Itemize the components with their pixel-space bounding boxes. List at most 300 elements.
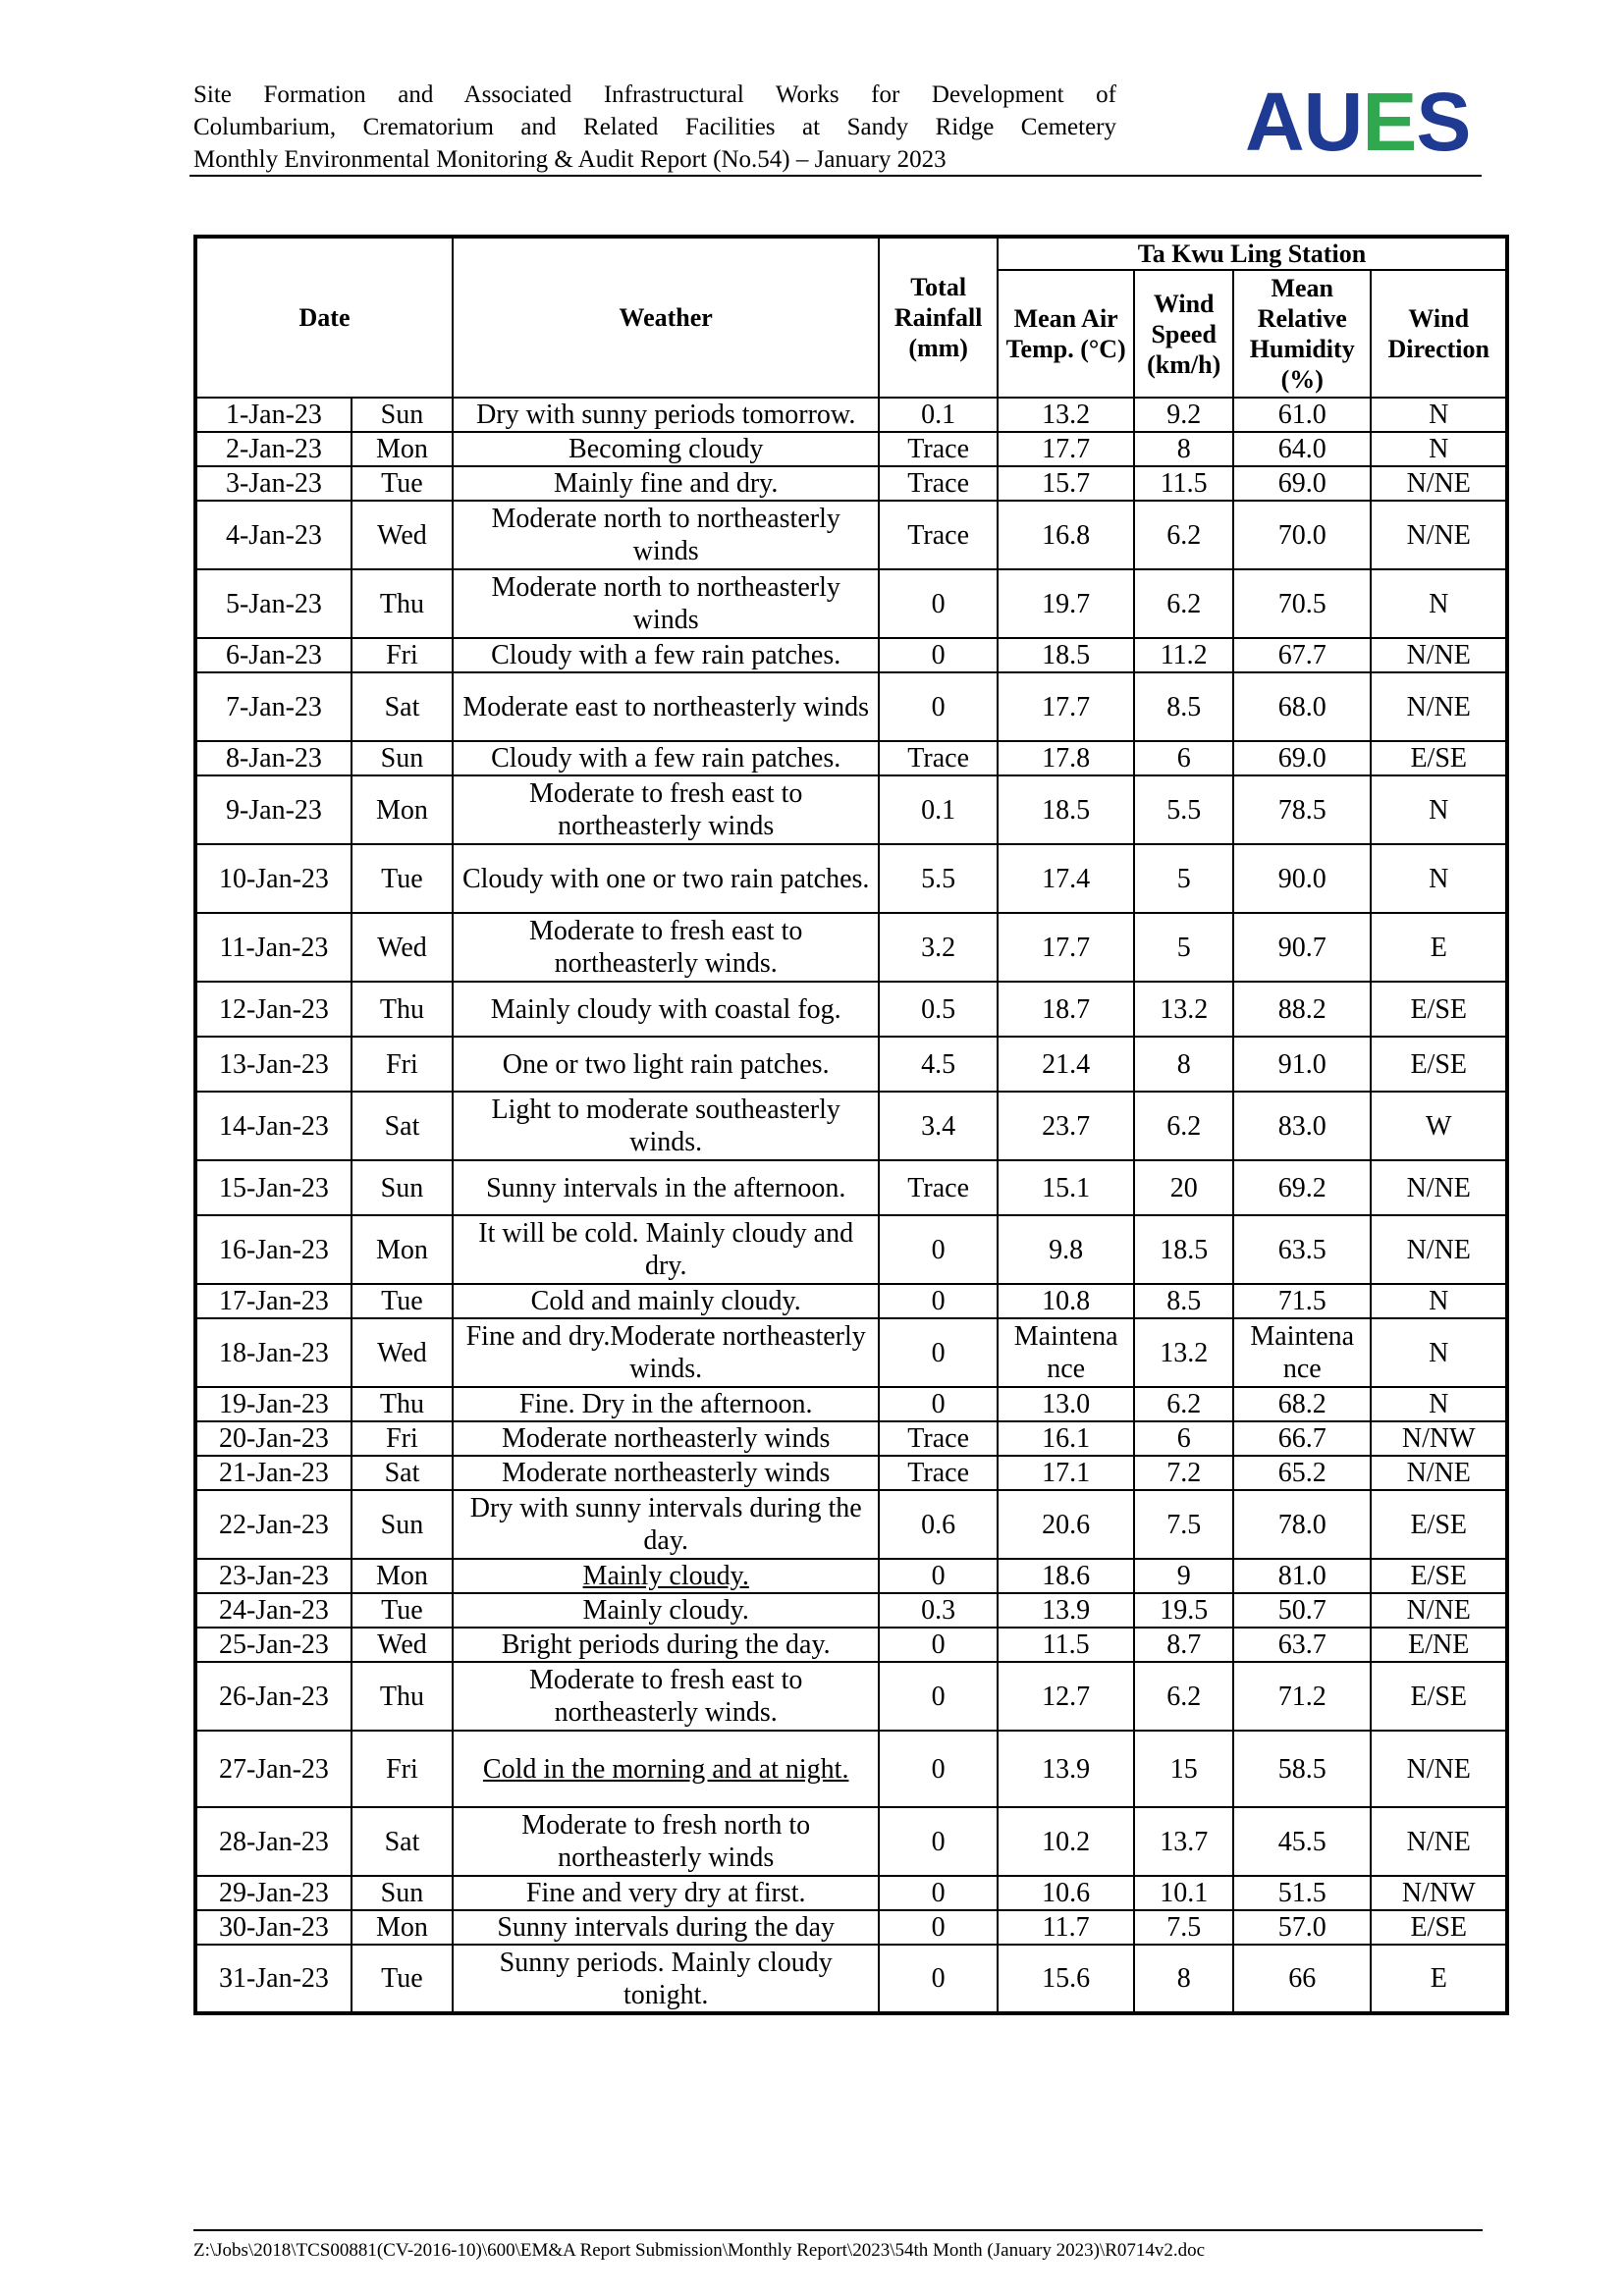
cell-day: Wed [352, 1628, 453, 1662]
cell-hum: 64.0 [1233, 432, 1371, 466]
cell-dir: N/NE [1371, 638, 1507, 672]
cell-dir: N [1371, 1318, 1507, 1387]
cell-rain: 0 [879, 1662, 998, 1731]
table-row [195, 1387, 1507, 1421]
cell-day: Fri [352, 1037, 453, 1092]
cell-hum: 90.7 [1233, 913, 1371, 982]
table-row [195, 1559, 1507, 1593]
cell-speed: 6 [1134, 741, 1233, 775]
cell-date: 14-Jan-23 [195, 1092, 352, 1160]
cell-weather [453, 1731, 879, 1807]
cell-day: Sun [352, 1876, 453, 1910]
cell-day: Mon [352, 775, 453, 844]
cell-temp: 11.5 [998, 1628, 1134, 1662]
cell-day: Sat [352, 672, 453, 741]
cell-date: 20-Jan-23 [195, 1421, 352, 1456]
cell-temp: 13.0 [998, 1387, 1134, 1421]
cell-temp: 17.7 [998, 432, 1134, 466]
cell-date: 6-Jan-23 [195, 638, 352, 672]
cell-rain: Trace [879, 1160, 998, 1215]
table-row [195, 1456, 1507, 1490]
cell-weather: Bright periods during the day. [453, 1628, 879, 1662]
table-row [195, 1160, 1507, 1215]
cell-rain: 3.4 [879, 1092, 998, 1160]
footer-file-path: Z:\Jobs\2018\TCS00881(CV-2016-10)\600\EM&A Report Submission\Monthly Report\2023\54th Month (January 2023)\R0714v2.doc [193, 2240, 1206, 2261]
cell-hum: 67.7 [1233, 638, 1371, 672]
cell-speed: 13.2 [1134, 1318, 1233, 1387]
logo-letter-a: A [1245, 76, 1304, 168]
cell-weather: Cloudy with a few rain patches. [453, 741, 879, 775]
cell-speed: 6.2 [1134, 569, 1233, 638]
cell-weather: Moderate northeasterly winds [453, 1456, 879, 1490]
cell-hum: 58.5 [1233, 1731, 1371, 1807]
cell-date: 29-Jan-23 [195, 1876, 352, 1910]
cell-speed: 8.7 [1134, 1628, 1233, 1662]
table-row [195, 1318, 1507, 1387]
logo-letter-u: U [1303, 76, 1363, 168]
cell-hum: 70.0 [1233, 501, 1371, 569]
cell-hum: 63.7 [1233, 1628, 1371, 1662]
cell-date: 8-Jan-23 [195, 741, 352, 775]
cell-day: Tue [352, 844, 453, 913]
cell-dir: N [1371, 775, 1507, 844]
cell-weather: Fine and dry.Moderate northeasterly winds. [453, 1318, 879, 1387]
cell-date: 9-Jan-23 [195, 775, 352, 844]
cell-rain: 5.5 [879, 844, 998, 913]
cell-day: Fri [352, 1731, 453, 1807]
cell-rain: 0 [879, 1215, 998, 1284]
cell-hum: 70.5 [1233, 569, 1371, 638]
table-row [195, 1284, 1507, 1318]
cell-temp: 18.5 [998, 638, 1134, 672]
cell-date: 21-Jan-23 [195, 1456, 352, 1490]
cell-day: Tue [352, 1945, 453, 2013]
cell-weather: Moderate to fresh east to northeasterly winds. [453, 1662, 879, 1731]
table-row [195, 1215, 1507, 1284]
cell-temp: 17.8 [998, 741, 1134, 775]
cell-temp: 12.7 [998, 1662, 1134, 1731]
cell-day: Fri [352, 1421, 453, 1456]
cell-temp: 10.6 [998, 1876, 1134, 1910]
cell-dir: E/SE [1371, 1037, 1507, 1092]
header-weather: Weather [453, 237, 879, 398]
cell-temp: 18.5 [998, 775, 1134, 844]
cell-date: 31-Jan-23 [195, 1945, 352, 2013]
cell-temp: 20.6 [998, 1490, 1134, 1559]
cell-hum: 78.0 [1233, 1490, 1371, 1559]
cell-weather: Fine. Dry in the afternoon. [453, 1387, 879, 1421]
cell-weather: Cloudy with one or two rain patches. [453, 844, 879, 913]
table-row [195, 1593, 1507, 1628]
cell-weather: Sunny periods. Mainly cloudy tonight. [453, 1945, 879, 2013]
cell-day: Mon [352, 1559, 453, 1593]
cell-hum: 66.7 [1233, 1421, 1371, 1456]
cell-hum: 91.0 [1233, 1037, 1371, 1092]
cell-temp: 17.7 [998, 913, 1134, 982]
header-line-1: Site Formation and Associated Infrastructural Works for Development of [193, 81, 1116, 108]
cell-rain: 0 [879, 1387, 998, 1421]
cell-speed: 11.5 [1134, 466, 1233, 501]
table-body [195, 398, 1507, 2013]
cell-day: Sat [352, 1456, 453, 1490]
cell-rain: Trace [879, 501, 998, 569]
cell-speed: 5.5 [1134, 775, 1233, 844]
table-row [195, 1037, 1507, 1092]
table-row [195, 501, 1507, 569]
cell-dir: E [1371, 913, 1507, 982]
header-speed: Wind Speed (km/h) [1134, 270, 1233, 398]
cell-hum: 69.0 [1233, 466, 1371, 501]
cell-rain: Trace [879, 741, 998, 775]
cell-dir: N [1371, 432, 1507, 466]
cell-date: 12-Jan-23 [195, 982, 352, 1037]
cell-date: 10-Jan-23 [195, 844, 352, 913]
cell-weather [453, 1559, 879, 1593]
cell-temp: 15.1 [998, 1160, 1134, 1215]
cell-weather: Becoming cloudy [453, 432, 879, 466]
cell-rain: 0 [879, 672, 998, 741]
cell-day: Mon [352, 1910, 453, 1945]
cell-hum: 71.5 [1233, 1284, 1371, 1318]
cell-weather: Sunny intervals during the day [453, 1910, 879, 1945]
cell-temp: 13.9 [998, 1731, 1134, 1807]
cell-weather: Mainly cloudy with coastal fog. [453, 982, 879, 1037]
cell-date: 25-Jan-23 [195, 1628, 352, 1662]
cell-date: 18-Jan-23 [195, 1318, 352, 1387]
weather-table [193, 235, 1509, 2015]
header-humidity: Mean Relative Humidity (%) [1233, 270, 1371, 398]
cell-speed: 13.7 [1134, 1807, 1233, 1876]
cell-date: 15-Jan-23 [195, 1160, 352, 1215]
cell-temp: 19.7 [998, 569, 1134, 638]
header-date: Date [195, 237, 453, 398]
table-row [195, 466, 1507, 501]
table-row [195, 1910, 1507, 1945]
cell-dir: N/NE [1371, 1456, 1507, 1490]
logo-letter-s: S [1416, 76, 1471, 168]
cell-rain: 0 [879, 1910, 998, 1945]
cell-dir: N/NE [1371, 672, 1507, 741]
cell-day: Thu [352, 1387, 453, 1421]
table-row [195, 844, 1507, 913]
cell-day: Thu [352, 1662, 453, 1731]
cell-temp: 13.2 [998, 398, 1134, 432]
cell-rain: 0 [879, 1876, 998, 1910]
cell-hum: 57.0 [1233, 1910, 1371, 1945]
cell-dir: E/SE [1371, 1662, 1507, 1731]
cell-speed: 7.5 [1134, 1490, 1233, 1559]
cell-dir: N/NE [1371, 466, 1507, 501]
table-row [195, 741, 1507, 775]
cell-rain: 4.5 [879, 1037, 998, 1092]
cell-date: 23-Jan-23 [195, 1559, 352, 1593]
cell-speed: 8.5 [1134, 1284, 1233, 1318]
header-divider [189, 175, 1482, 177]
cell-temp: 18.6 [998, 1559, 1134, 1593]
cell-day: Sat [352, 1092, 453, 1160]
cell-hum: 88.2 [1233, 982, 1371, 1037]
table-row [195, 775, 1507, 844]
cell-rain: 0.5 [879, 982, 998, 1037]
cell-day: Wed [352, 1318, 453, 1387]
cell-hum: 69.2 [1233, 1160, 1371, 1215]
cell-speed: 9.2 [1134, 398, 1233, 432]
cell-date: 22-Jan-23 [195, 1490, 352, 1559]
cell-weather-text: Mainly cloudy. [582, 1561, 749, 1591]
cell-day: Mon [352, 1215, 453, 1284]
cell-day: Wed [352, 913, 453, 982]
cell-temp: 23.7 [998, 1092, 1134, 1160]
cell-date: 7-Jan-23 [195, 672, 352, 741]
footer-divider [193, 2229, 1483, 2231]
table-row [195, 638, 1507, 672]
cell-speed: 6.2 [1134, 1662, 1233, 1731]
cell-temp: 17.4 [998, 844, 1134, 913]
cell-rain: 0 [879, 1731, 998, 1807]
table-row [195, 398, 1507, 432]
cell-weather: Moderate to fresh east to northeasterly winds [453, 775, 879, 844]
cell-hum: 61.0 [1233, 398, 1371, 432]
cell-speed: 8 [1134, 1945, 1233, 2013]
cell-rain: 0.1 [879, 775, 998, 844]
cell-date: 17-Jan-23 [195, 1284, 352, 1318]
header-direction: Wind Direction [1371, 270, 1507, 398]
cell-dir: N/NE [1371, 1160, 1507, 1215]
cell-speed: 5 [1134, 844, 1233, 913]
cell-speed: 6.2 [1134, 501, 1233, 569]
cell-rain: 3.2 [879, 913, 998, 982]
cell-dir: N [1371, 1284, 1507, 1318]
cell-speed: 19.5 [1134, 1593, 1233, 1628]
cell-date: 3-Jan-23 [195, 466, 352, 501]
cell-hum: 50.7 [1233, 1593, 1371, 1628]
table-row [195, 982, 1507, 1037]
cell-weather: Moderate north to northeasterly winds [453, 569, 879, 638]
cell-weather: Dry with sunny intervals during the day. [453, 1490, 879, 1559]
cell-weather: Moderate east to northeasterly winds [453, 672, 879, 741]
cell-dir: N/NE [1371, 1593, 1507, 1628]
cell-hum: 90.0 [1233, 844, 1371, 913]
cell-dir: N/NW [1371, 1421, 1507, 1456]
cell-day: Fri [352, 638, 453, 672]
cell-weather: Mainly fine and dry. [453, 466, 879, 501]
header-rainfall: Total Rainfall (mm) [879, 237, 998, 398]
table-row [195, 1876, 1507, 1910]
cell-dir: E/SE [1371, 982, 1507, 1037]
cell-speed: 13.2 [1134, 982, 1233, 1037]
cell-dir: E/SE [1371, 1490, 1507, 1559]
cell-speed: 8.5 [1134, 672, 1233, 741]
table-row [195, 1490, 1507, 1559]
table-row [195, 1731, 1507, 1807]
cell-date: 1-Jan-23 [195, 398, 352, 432]
cell-speed: 7.5 [1134, 1910, 1233, 1945]
header-station: Ta Kwu Ling Station [998, 237, 1507, 270]
cell-dir: E/SE [1371, 741, 1507, 775]
cell-speed: 11.2 [1134, 638, 1233, 672]
table-row [195, 432, 1507, 466]
cell-temp: 16.8 [998, 501, 1134, 569]
cell-date: 19-Jan-23 [195, 1387, 352, 1421]
cell-dir: N/NE [1371, 1807, 1507, 1876]
table-row [195, 1662, 1507, 1731]
cell-day: Sun [352, 1490, 453, 1559]
cell-day: Tue [352, 1593, 453, 1628]
cell-date: 24-Jan-23 [195, 1593, 352, 1628]
cell-speed: 8 [1134, 432, 1233, 466]
cell-date: 30-Jan-23 [195, 1910, 352, 1945]
cell-dir: N [1371, 844, 1507, 913]
report-header [193, 79, 1116, 176]
aues-logo [1245, 76, 1471, 168]
cell-hum: 45.5 [1233, 1807, 1371, 1876]
cell-hum: 78.5 [1233, 775, 1371, 844]
header-temp: Mean Air Temp. (°C) [998, 270, 1134, 398]
cell-hum: 83.0 [1233, 1092, 1371, 1160]
table-row [195, 672, 1507, 741]
cell-hum: 66 [1233, 1945, 1371, 2013]
cell-hum: 51.5 [1233, 1876, 1371, 1910]
cell-rain: 0.3 [879, 1593, 998, 1628]
cell-day: Sun [352, 741, 453, 775]
cell-speed: 5 [1134, 913, 1233, 982]
cell-speed: 15 [1134, 1731, 1233, 1807]
cell-rain: 0 [879, 569, 998, 638]
cell-day: Tue [352, 466, 453, 501]
cell-rain: 0.1 [879, 398, 998, 432]
cell-day: Tue [352, 1284, 453, 1318]
cell-dir: N [1371, 1387, 1507, 1421]
cell-speed: 20 [1134, 1160, 1233, 1215]
cell-rain: 0 [879, 1559, 998, 1593]
cell-temp: 11.7 [998, 1910, 1134, 1945]
table-row [195, 1628, 1507, 1662]
cell-hum: 71.2 [1233, 1662, 1371, 1731]
cell-hum: 63.5 [1233, 1215, 1371, 1284]
cell-weather: Sunny intervals in the afternoon. [453, 1160, 879, 1215]
cell-day: Wed [352, 501, 453, 569]
cell-date: 4-Jan-23 [195, 501, 352, 569]
header-line-3: Monthly Environmental Monitoring & Audit Report (No.54) – January 2023 [193, 146, 947, 173]
cell-weather: Moderate to fresh north to northeasterly winds [453, 1807, 879, 1876]
cell-date: 26-Jan-23 [195, 1662, 352, 1731]
cell-rain: Trace [879, 1456, 998, 1490]
cell-day: Mon [352, 432, 453, 466]
cell-dir: N/NE [1371, 501, 1507, 569]
cell-weather: Light to moderate southeasterly winds. [453, 1092, 879, 1160]
cell-date: 27-Jan-23 [195, 1731, 352, 1807]
cell-speed: 18.5 [1134, 1215, 1233, 1284]
cell-rain: 0 [879, 1318, 998, 1387]
cell-weather: Moderate to fresh east to northeasterly winds. [453, 913, 879, 982]
logo-letter-e: E [1362, 76, 1417, 168]
cell-rain: 0 [879, 1284, 998, 1318]
cell-speed: 6.2 [1134, 1092, 1233, 1160]
cell-dir: W [1371, 1092, 1507, 1160]
cell-temp: 9.8 [998, 1215, 1134, 1284]
header-line-2: Columbarium, Crematorium and Related Facilities at Sandy Ridge Cemetery [193, 114, 1116, 140]
cell-hum: 81.0 [1233, 1559, 1371, 1593]
cell-rain: 0.6 [879, 1490, 998, 1559]
cell-weather: Dry with sunny periods tomorrow. [453, 398, 879, 432]
cell-hum: 68.2 [1233, 1387, 1371, 1421]
cell-hum: 65.2 [1233, 1456, 1371, 1490]
cell-date: 13-Jan-23 [195, 1037, 352, 1092]
cell-weather: Moderate north to northeasterly winds [453, 501, 879, 569]
cell-rain: 0 [879, 638, 998, 672]
cell-dir: E/SE [1371, 1559, 1507, 1593]
cell-speed: 8 [1134, 1037, 1233, 1092]
cell-dir: E/SE [1371, 1910, 1507, 1945]
cell-weather: Mainly cloudy. [453, 1593, 879, 1628]
cell-speed: 10.1 [1134, 1876, 1233, 1910]
cell-speed: 7.2 [1134, 1456, 1233, 1490]
cell-rain: 0 [879, 1945, 998, 2013]
cell-dir: N/NE [1371, 1731, 1507, 1807]
cell-temp: 17.7 [998, 672, 1134, 741]
cell-date: 11-Jan-23 [195, 913, 352, 982]
cell-date: 16-Jan-23 [195, 1215, 352, 1284]
cell-temp: 15.6 [998, 1945, 1134, 2013]
cell-day: Sun [352, 398, 453, 432]
table-row [195, 913, 1507, 982]
cell-weather: Cloudy with a few rain patches. [453, 638, 879, 672]
cell-speed: 6.2 [1134, 1387, 1233, 1421]
table-row [195, 1807, 1507, 1876]
cell-hum: 69.0 [1233, 741, 1371, 775]
table-row [195, 569, 1507, 638]
cell-weather: One or two light rain patches. [453, 1037, 879, 1092]
cell-date: 28-Jan-23 [195, 1807, 352, 1876]
cell-weather: Cold and mainly cloudy. [453, 1284, 879, 1318]
cell-hum: Maintena nce [1233, 1318, 1371, 1387]
cell-day: Sat [352, 1807, 453, 1876]
cell-day: Thu [352, 569, 453, 638]
cell-temp: 13.9 [998, 1593, 1134, 1628]
cell-temp: 10.8 [998, 1284, 1134, 1318]
cell-weather: Fine and very dry at first. [453, 1876, 879, 1910]
cell-date: 5-Jan-23 [195, 569, 352, 638]
cell-temp: 15.7 [998, 466, 1134, 501]
table-row [195, 1092, 1507, 1160]
cell-day: Thu [352, 982, 453, 1037]
cell-dir: N/NW [1371, 1876, 1507, 1910]
cell-rain: 0 [879, 1628, 998, 1662]
cell-dir: E [1371, 1945, 1507, 2013]
cell-temp: 18.7 [998, 982, 1134, 1037]
cell-rain: Trace [879, 1421, 998, 1456]
cell-date: 2-Jan-23 [195, 432, 352, 466]
cell-hum: 68.0 [1233, 672, 1371, 741]
cell-speed: 9 [1134, 1559, 1233, 1593]
cell-dir: N/NE [1371, 1215, 1507, 1284]
cell-weather: It will be cold. Mainly cloudy and dry. [453, 1215, 879, 1284]
cell-rain: Trace [879, 466, 998, 501]
cell-dir: E/NE [1371, 1628, 1507, 1662]
cell-temp: 10.2 [998, 1807, 1134, 1876]
table-row [195, 1945, 1507, 2013]
cell-temp: Maintena nce [998, 1318, 1134, 1387]
cell-temp: 16.1 [998, 1421, 1134, 1456]
cell-dir: N [1371, 398, 1507, 432]
cell-weather: Moderate northeasterly winds [453, 1421, 879, 1456]
cell-temp: 21.4 [998, 1037, 1134, 1092]
cell-rain: 0 [879, 1807, 998, 1876]
cell-weather-text: Cold in the morning and at night. [482, 1753, 849, 1785]
table-row [195, 1421, 1507, 1456]
cell-speed: 6 [1134, 1421, 1233, 1456]
cell-dir: N [1371, 569, 1507, 638]
